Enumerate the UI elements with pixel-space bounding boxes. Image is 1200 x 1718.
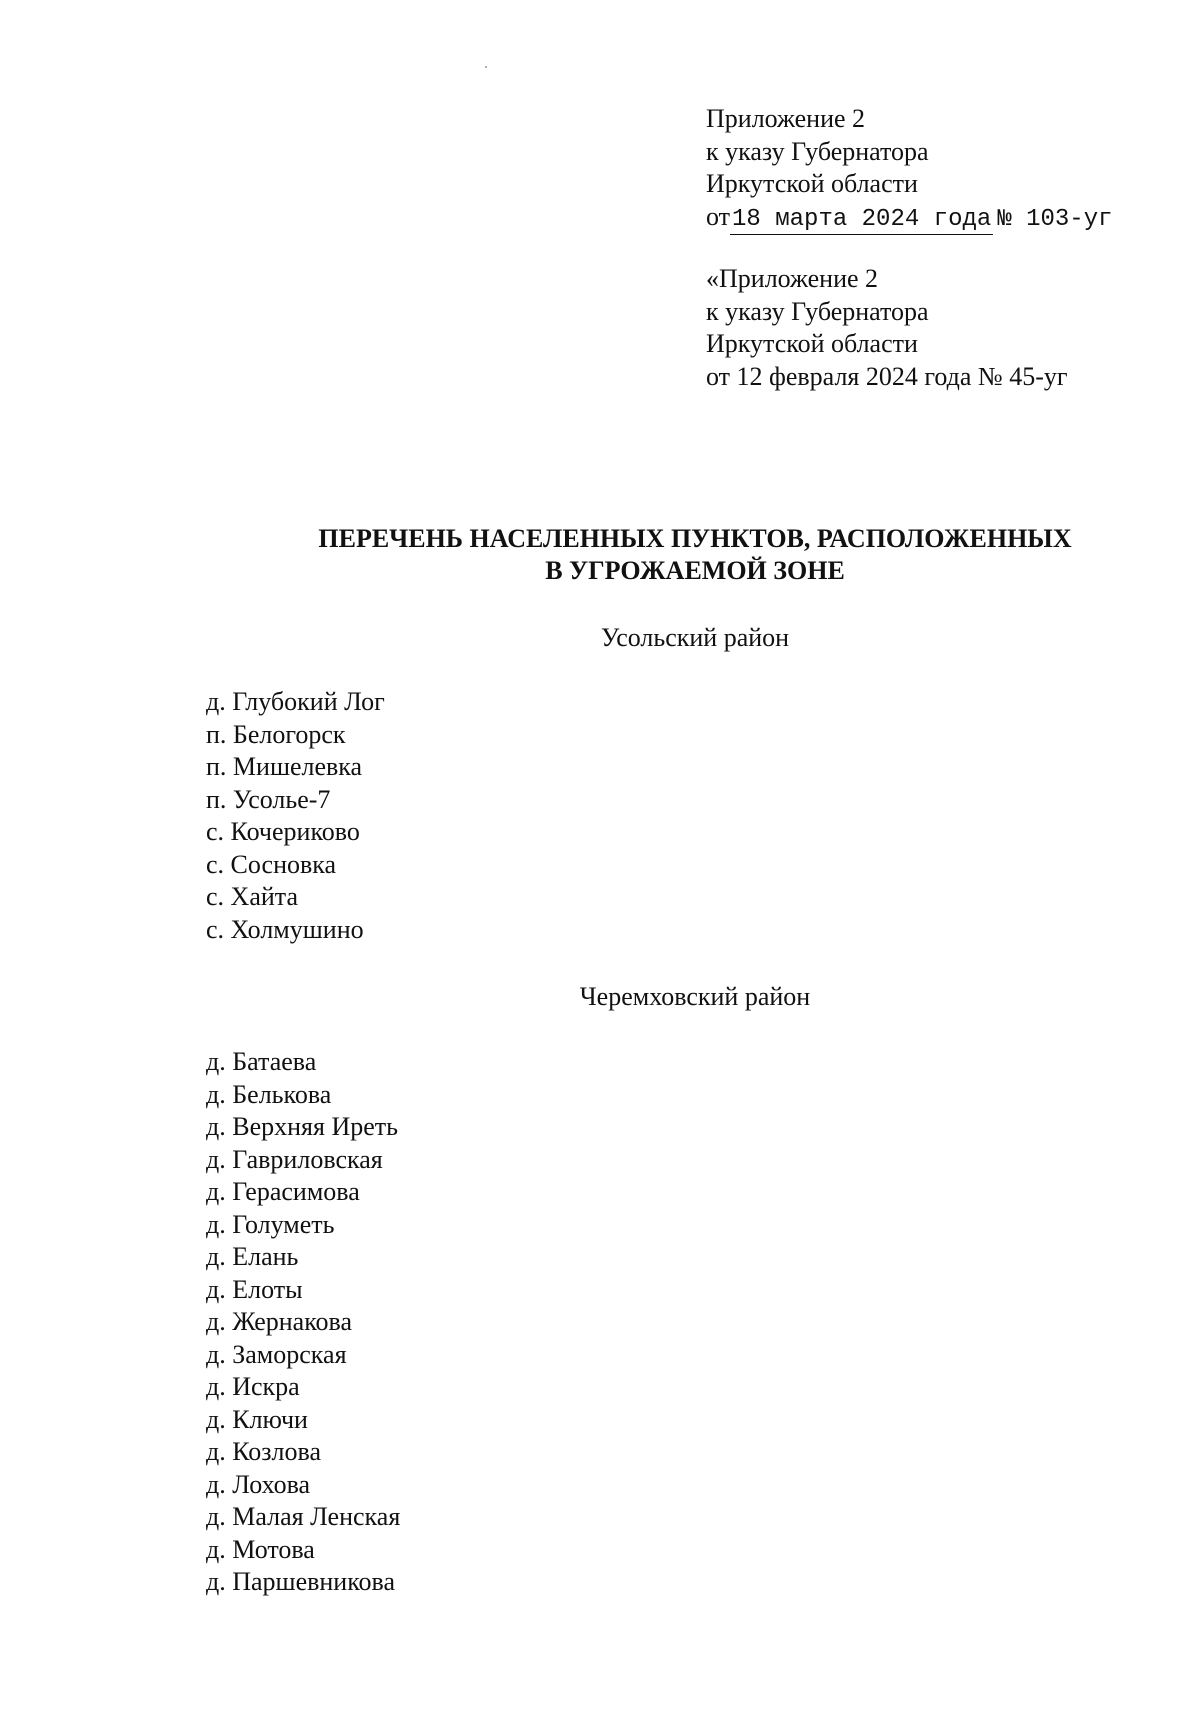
appendix-date-line	[706, 201, 1113, 237]
settlement-item: д. Лохова	[206, 1469, 311, 1499]
settlement-item: д. Малая Ленская	[206, 1502, 401, 1531]
settlement-item: д. Батаева	[206, 1047, 317, 1076]
settlement-item: д. Гавриловская	[206, 1144, 383, 1174]
settlement-item: д. Заморская	[206, 1339, 347, 1369]
appendix-header-new	[706, 103, 1113, 236]
appendix-date: 18 марта 2024 года	[732, 205, 992, 233]
appendix-label: Приложение 2	[706, 104, 866, 133]
scan-speck	[485, 66, 487, 68]
settlement-item: с. Кочериково	[206, 817, 360, 846]
settlement-item: д. Белькова	[206, 1079, 332, 1109]
original-appendix-label: «Приложение 2	[706, 264, 879, 293]
settlement-list-usolsky	[206, 686, 385, 946]
settlement-item: д. Козлова	[206, 1437, 321, 1466]
appendix-date-prefix: от	[706, 201, 731, 231]
settlement-item: с. Холмушино	[206, 914, 364, 944]
settlement-item: п. Усолье-7	[206, 784, 331, 814]
settlement-list-cheremkhovsky	[206, 1046, 400, 1599]
settlement-item: д. Елань	[206, 1242, 299, 1271]
settlement-item: с. Хайта	[206, 882, 298, 911]
appendix-decree-ref: к указу Губернатора	[706, 136, 929, 166]
appendix-number: № 103-уг	[997, 205, 1113, 233]
settlement-item: п. Мишелевка	[206, 752, 363, 781]
appendix-region: Иркутской области	[706, 169, 918, 198]
settlement-item: д. Ключи	[206, 1404, 308, 1434]
district-heading-usolsky: Усольский район	[600, 623, 790, 652]
document-title-line-2: В УГРОЖАЕМОЙ ЗОНЕ	[545, 556, 845, 585]
district-heading-cheremkhovsky: Черемховский район	[579, 982, 811, 1011]
settlement-item: с. Сосновка	[206, 849, 337, 879]
settlement-item: д. Искра	[206, 1372, 300, 1401]
settlement-item: д. Паршевникова	[206, 1567, 395, 1596]
settlement-item: п. Белогорск	[206, 719, 346, 749]
settlement-item: д. Мотова	[206, 1534, 315, 1564]
settlement-item: д. Глубокий Лог	[206, 687, 385, 716]
settlement-item: д. Елоты	[206, 1274, 303, 1304]
original-appendix-region: Иркутской области	[706, 329, 918, 358]
appendix-header-original	[706, 263, 1068, 393]
settlement-item: д. Жернакова	[206, 1307, 352, 1336]
document-title-line-1: ПЕРЕЧЕНЬ НАСЕЛЕННЫХ ПУНКТОВ, РАСПОЛОЖЕННЫХ	[318, 524, 1072, 553]
original-appendix-decree-ref: к указу Губернатора	[706, 296, 929, 326]
settlement-item: д. Голуметь	[206, 1209, 335, 1239]
document-title	[200, 523, 1190, 587]
settlement-item: д. Верхняя Иреть	[206, 1112, 398, 1141]
settlement-item: д. Герасимова	[206, 1177, 360, 1206]
original-appendix-date-number: от 12 февраля 2024 года № 45-уг	[706, 361, 1068, 391]
